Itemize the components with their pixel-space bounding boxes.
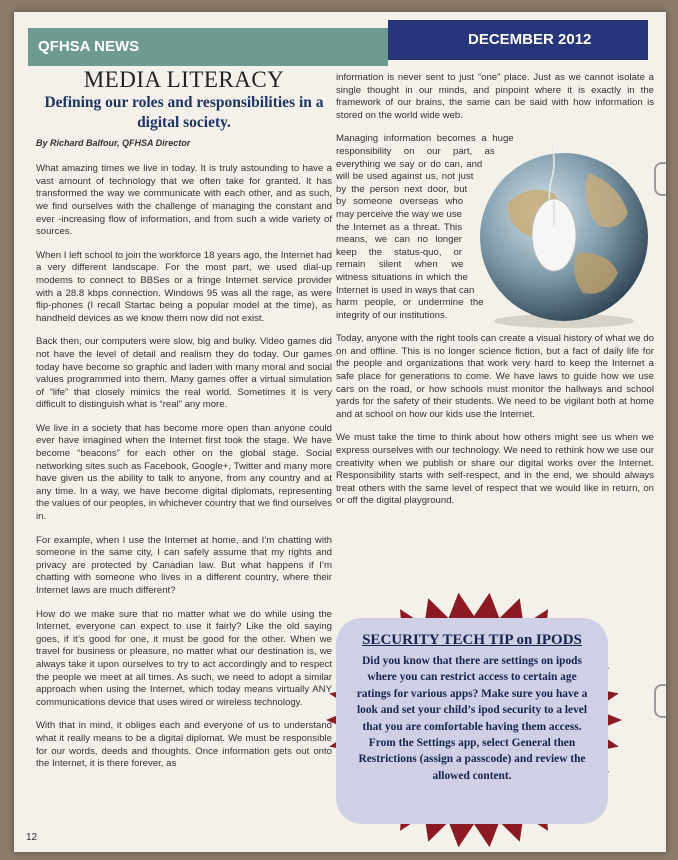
article-byline: By Richard Balfour, QFHSA Director xyxy=(36,137,191,148)
tip-body: Did you know that there are settings on ipods where you can restrict access to certain age ratings for various apps? Make sure you have a look and set your child’s ipod security to a level that you are comfortable having them access. From the Settings app, select General then Restrictions (assign a passcode) and review the allowed content. xyxy=(356,655,588,782)
paragraph: Back then, our computers were slow, big and bulky. Video games did not have the level of detail and realism they do today. Our games today have become so graphic and laden with many moral and social values programmed into them. Many games offer a virtual simulation of “life” that closely mimics the real world. Sometimes it is very difficult to distinguish what is “real” any more. xyxy=(36,336,332,411)
paragraph: We must take the time to think about how others might see us when we express ourselves with our technology. We need to rethink how we use our creativity when we publish or share our digital works over the Internet. Responsibility starts with self-respect, and in the end, we should always treat others with the same level of respect that we would like in return, on or off the digital playground. xyxy=(336,432,654,507)
page-number: 12 xyxy=(26,832,38,843)
paragraph: Today, anyone with the right tools can create a visual history of what we do on and offline. This is no longer science fiction, but a fact of daily life for the people and organizations that work very hard to keep the Internet a safe place for generations to come. We have laws to guide how we use cars on the road, or how schools must monitor the hallways and school yards for the safety of their students. We need to be vigilant both at home and at school on how our kids use the Internet. xyxy=(336,333,654,420)
paragraph: What amazing times we live in today. It is truly astounding to have a vast amount of technology that we often take for granted. It has transformed the way we communicate with each other, and as such, we find ourselves with the challenge of managing the constant and ever -increasing flow of information, and from such a wide variety of sources. xyxy=(36,163,332,238)
paragraph: Managing information becomes a huge responsibility on our part, as everything we say or do can, and will be used against us, not just by the person next door, but by someone overseas who may perceive the way we use the Internet as a threat. This means, we can no longer keep the status-quo, or remain silent when we witness situations in which the Internet is used in ways that can harm people, or undermine the integrity of our institutions. xyxy=(336,133,514,321)
paragraph: When I left school to join the workforce 18 years ago, the Internet had a very different landscape. For the most part, we used dial-up modems to connect to BBSes or a fringe Internet service provider with a 28.8 kbps connection. Windows 95 was all the rage, as were flip-phones (I recall Startac being a popular model at the time), as handheld devices as we know them now did not exist. xyxy=(36,249,332,324)
paragraph: With that in mind, it obliges each and everyone of us to understand what it really means to be a digital diplomat. We must be responsible for our words, deeds and thoughts. Once information gets out onto the Internet, it is there forever, as xyxy=(36,720,332,770)
article-subhead: Defining our roles and responsibilities in a digital society. xyxy=(44,93,324,131)
left-column xyxy=(36,67,332,782)
newsletter-title: QFHSA NEWS xyxy=(38,38,140,55)
issue-date: DECEMBER 2012 xyxy=(468,31,592,48)
article-headline: MEDIA LITERACY xyxy=(83,67,285,92)
paragraph: information is never sent to just “one” place. Just as we cannot isolate a single thought in our minds, and pinpoint where it is exactly in the framework of our brains, the same can be said with how information is stored on the world wide web. xyxy=(336,72,654,121)
magazine-page xyxy=(14,12,666,852)
paragraph: How do we make sure that no matter what we do while using the Internet, everyone can expect to use it fairly? Like the old saying goes, if it’s good for one, it must be good for the other. When we travel for business or pleasure, no matter what our destination is, we always take it upon ourselves to try to act accordingly and to respect the people we meet at all times. As such, we need to adopt a similar approach when using the Internet, which today means virtually ANY communications device that uses wired or wireless technology. xyxy=(36,608,332,708)
security-tip-box xyxy=(336,618,608,824)
paragraph: We live in a society that has become more open than anyone could ever have imagined when the Internet first took the stage. We have become “beacons” for each other on the global stage. Social networking sites such as Facebook, Google+, Twitter and many more have given us the ability to talk to anyone, from any country and at any time. In a way, we have become digital diplomats, representing the values of our peoples, in whichever country that we find ourselves in. xyxy=(36,422,332,523)
paragraph: For example, when I use the Internet at home, and I’m chatting with someone in the same city, I can safely assume that my rights and privacy are protected by Canadian law. But what happens if I’m chatting with someone who lives in a different country, where their Internet laws are much different? xyxy=(36,534,332,596)
right-column xyxy=(336,72,654,519)
header-right-band xyxy=(388,20,648,60)
tip-title: SECURITY TECH TIP on IPODS xyxy=(362,632,582,648)
binder-ring xyxy=(654,684,666,718)
page-header xyxy=(28,20,648,66)
header-left-band xyxy=(28,28,388,66)
globe-mouse-image xyxy=(468,133,656,329)
